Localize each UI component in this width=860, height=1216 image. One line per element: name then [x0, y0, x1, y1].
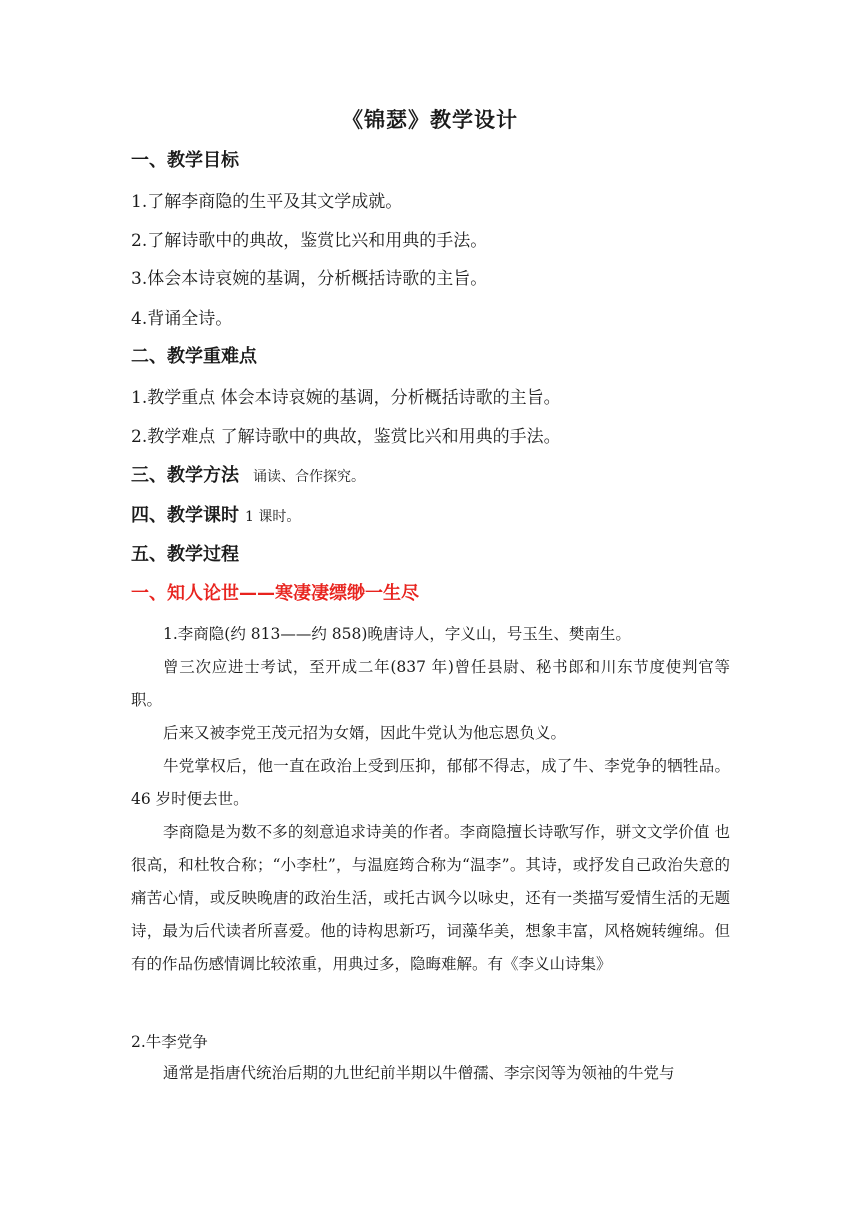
key-point-item: 2.教学难点 了解诗歌中的典故，鉴赏比兴和用典的手法。 — [131, 427, 561, 447]
section-heading-hours: 四、教学课时 — [131, 505, 239, 526]
goal-item: 2.了解诗歌中的典故，鉴赏比兴和用典的手法。 — [131, 231, 488, 251]
section-heading-goals: 一、教学目标 — [131, 150, 239, 171]
method-text: 诵读、合作探究。 — [253, 469, 365, 485]
document-title: 《锦瑟》教学设计 — [342, 108, 518, 132]
body-paragraph: 牛党掌权后，他一直在政治上受到压抑，郁郁不得志，成了牛、李党争的牺牲品。46 岁时便去世。 — [131, 757, 730, 808]
section-heading-process: 五、教学过程 — [131, 544, 239, 565]
section-hours — [131, 505, 300, 528]
key-point-item: 1.教学重点 体会本诗哀婉的基调，分析概括诗歌的主旨。 — [131, 388, 561, 408]
goal-item: 3.体会本诗哀婉的基调，分析概括诗歌的主旨。 — [131, 269, 488, 289]
part1-heading: 一、知人论世——寒凄凄缥缈一生尽 — [131, 583, 419, 604]
hours-text: 1 课时。 — [245, 509, 301, 525]
section-heading-method: 三、教学方法 — [131, 465, 239, 486]
section-method — [131, 465, 365, 488]
goal-item: 1.了解李商隐的生平及其文学成就。 — [131, 192, 403, 212]
body-paragraph: 通常是指唐代统治后期的九世纪前半期以牛僧孺、李宗闵等为领袖的牛党与 — [163, 1064, 675, 1082]
subheading-niu-li-dispute: 2.牛李党争 — [131, 1033, 208, 1051]
body-paragraph: 1.李商隐(约 813——约 858)晚唐诗人，字义山，号玉生、樊南生。 — [163, 625, 631, 643]
goal-item: 4.背诵全诗。 — [131, 309, 233, 329]
body-paragraph: 李商隐是为数不多的刻意追求诗美的作者。李商隐擅长诗歌写作，骈文文学价值 也很高，和杜牧合称；“小李杜”，与温庭筠合称为“温李”。其诗，或抒发自己政治失意的痛苦心情，或反映晚唐的政治生活，或托古讽今以咏史，还有一类描写爱情生活的无题诗，最为后代读者所喜爱。他的诗构思新巧，词藻华美，想象丰富，风格婉转缠绵。但有的作品伤感情调比较浓重，用典过多，隐晦难解。有《李义山诗集》 — [131, 823, 730, 973]
body-paragraph: 后来又被李党王茂元招为女婿，因此牛党认为他忘恩负义。 — [163, 724, 567, 742]
section-heading-key-points: 二、教学重难点 — [131, 346, 257, 367]
body-paragraph: 曾三次应进士考试，至开成二年(837 年)曾任县尉、秘书郎和川东节度使判官等职。 — [131, 658, 730, 709]
